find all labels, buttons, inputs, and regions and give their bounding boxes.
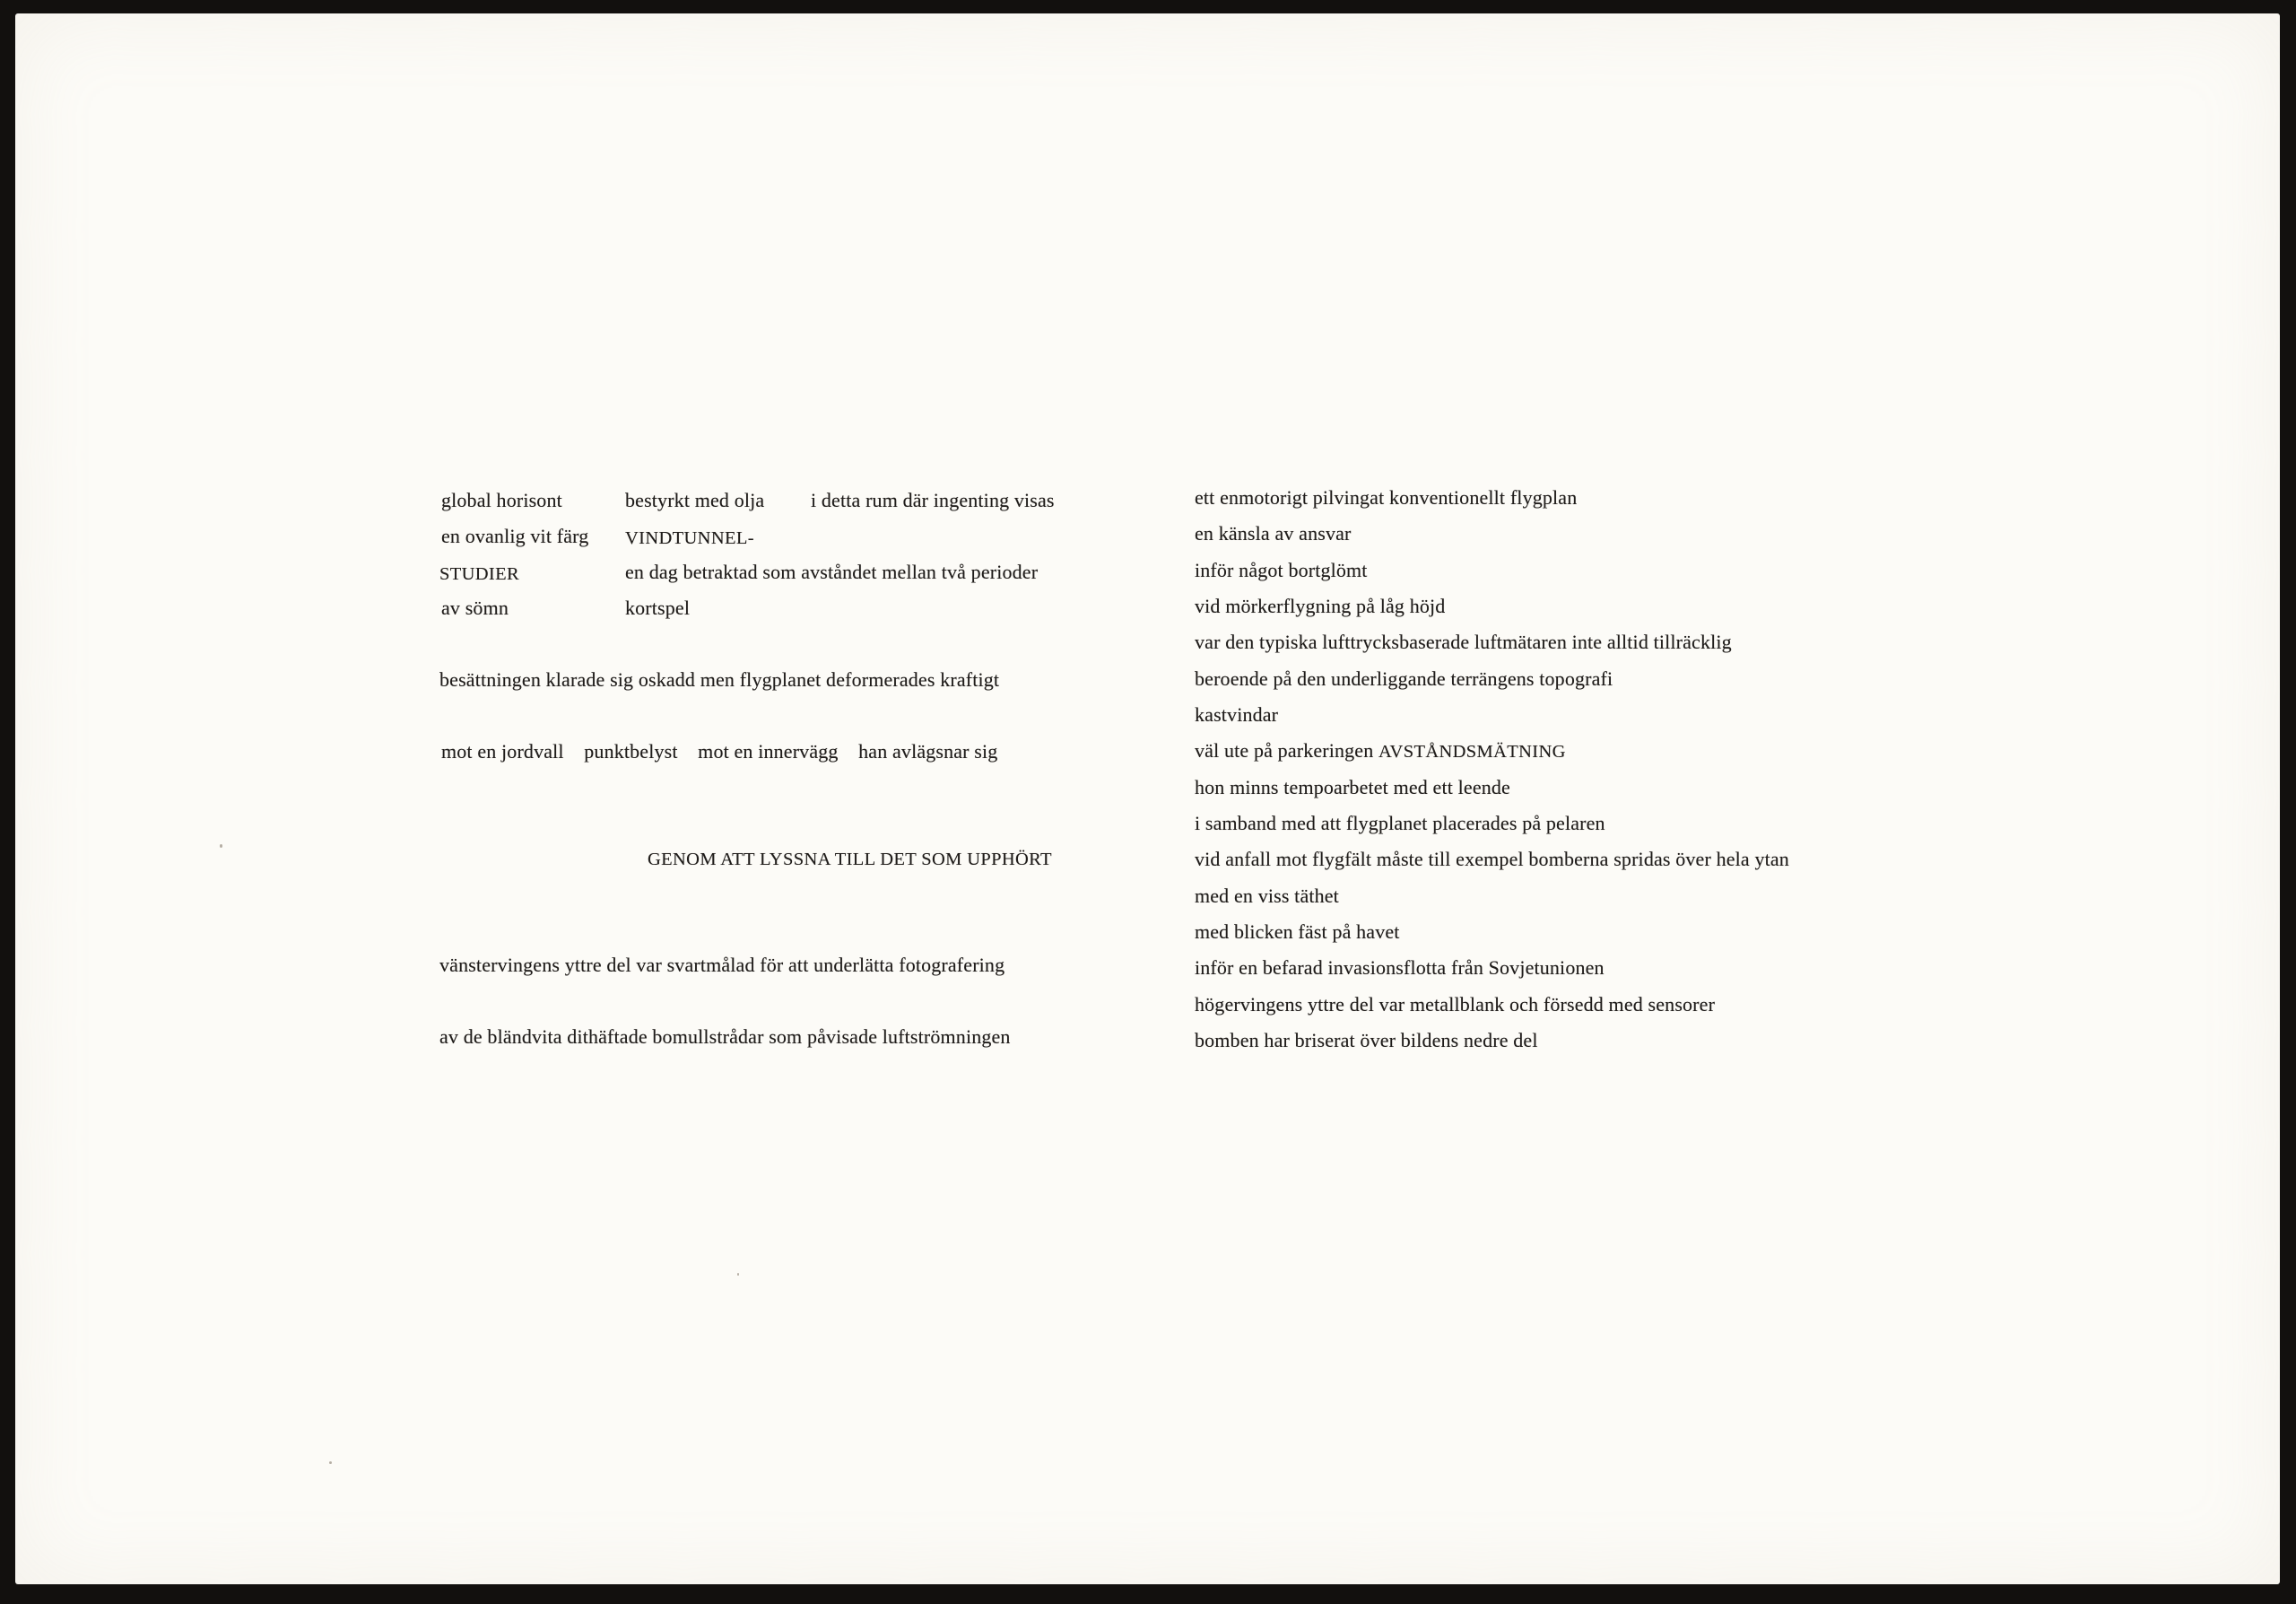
poem-line: inför en befarad invasionsflotta från Sovjetunionen	[1195, 956, 1605, 979]
poem-line: ett enmotorigt pilvingat konventionellt flygplan	[1195, 486, 1578, 509]
poem-line: besättningen klarade sig oskadd men flygplanet deformerades kraftigt	[439, 668, 1000, 691]
poem-line: vid anfall mot flygfält måste till exempel bomberna spridas över hela ytan	[1195, 848, 1789, 870]
poem-line: inför något bortglömt	[1195, 559, 1368, 581]
dust-speck	[329, 1461, 332, 1464]
poem-line: vid mörkerflygning på låg höjd	[1195, 595, 1446, 617]
poem-phrase-caps: VINDTUNNEL-	[625, 528, 754, 548]
poem-line: var den typiska lufttrycksbaserade luftmätaren inte alltid tillräcklig	[1195, 631, 1732, 653]
poem-phrase: global horisont	[441, 489, 562, 511]
dust-speck	[737, 1273, 739, 1276]
poem-phrase: en ovanlig vit färg	[441, 525, 589, 547]
poem-line: i samband med att flygplanet placerades på pelaren	[1195, 812, 1605, 834]
poem-phrase-caps: STUDIER	[439, 564, 520, 584]
poem-line: av de bländvita dithäftade bomullstrådar som påvisade luftströmningen	[439, 1025, 1011, 1048]
poem-line: bomben har briserat över bildens nedre del	[1195, 1029, 1538, 1051]
poem-line: hon minns tempoarbetet med ett leende	[1195, 776, 1510, 798]
dust-speck	[220, 844, 222, 848]
poem-line: beroende på den underliggande terrängens topografi	[1195, 667, 1613, 690]
poem-line: med blicken fäst på havet	[1195, 920, 1400, 943]
poem-phrase-caps: AVSTÅNDSMÄTNING	[1378, 742, 1566, 762]
poem-line: kastvindar	[1195, 703, 1279, 726]
poem-phrase: en dag betraktad som avståndet mellan två perioder	[625, 561, 1039, 583]
poem-phrase: kortspel	[625, 597, 691, 619]
poem-line: en känsla av ansvar	[1195, 522, 1352, 545]
poem-phrase: i detta rum där ingenting visas	[811, 489, 1055, 511]
poem-line: högervingens yttre del var metallblank och försedd med sensorer	[1195, 993, 1716, 1016]
poem-line: med en viss täthet	[1195, 885, 1339, 907]
poem-line: mot en jordvall punktbelyst mot en innervägg han avlägsnar sig	[441, 740, 998, 763]
poem-line-caps: GENOM ATT LYSSNA TILL DET SOM UPPHÖRT	[648, 850, 1052, 869]
poem-line: väl ute på parkeringen AVSTÅNDSMÄTNING	[1195, 739, 1566, 762]
poem-line: vänstervingens yttre del var svartmålad för att underlätta fotografering	[439, 954, 1005, 976]
poem-phrase: bestyrkt med olja	[625, 489, 765, 511]
poem-phrase: av sömn	[441, 597, 509, 619]
